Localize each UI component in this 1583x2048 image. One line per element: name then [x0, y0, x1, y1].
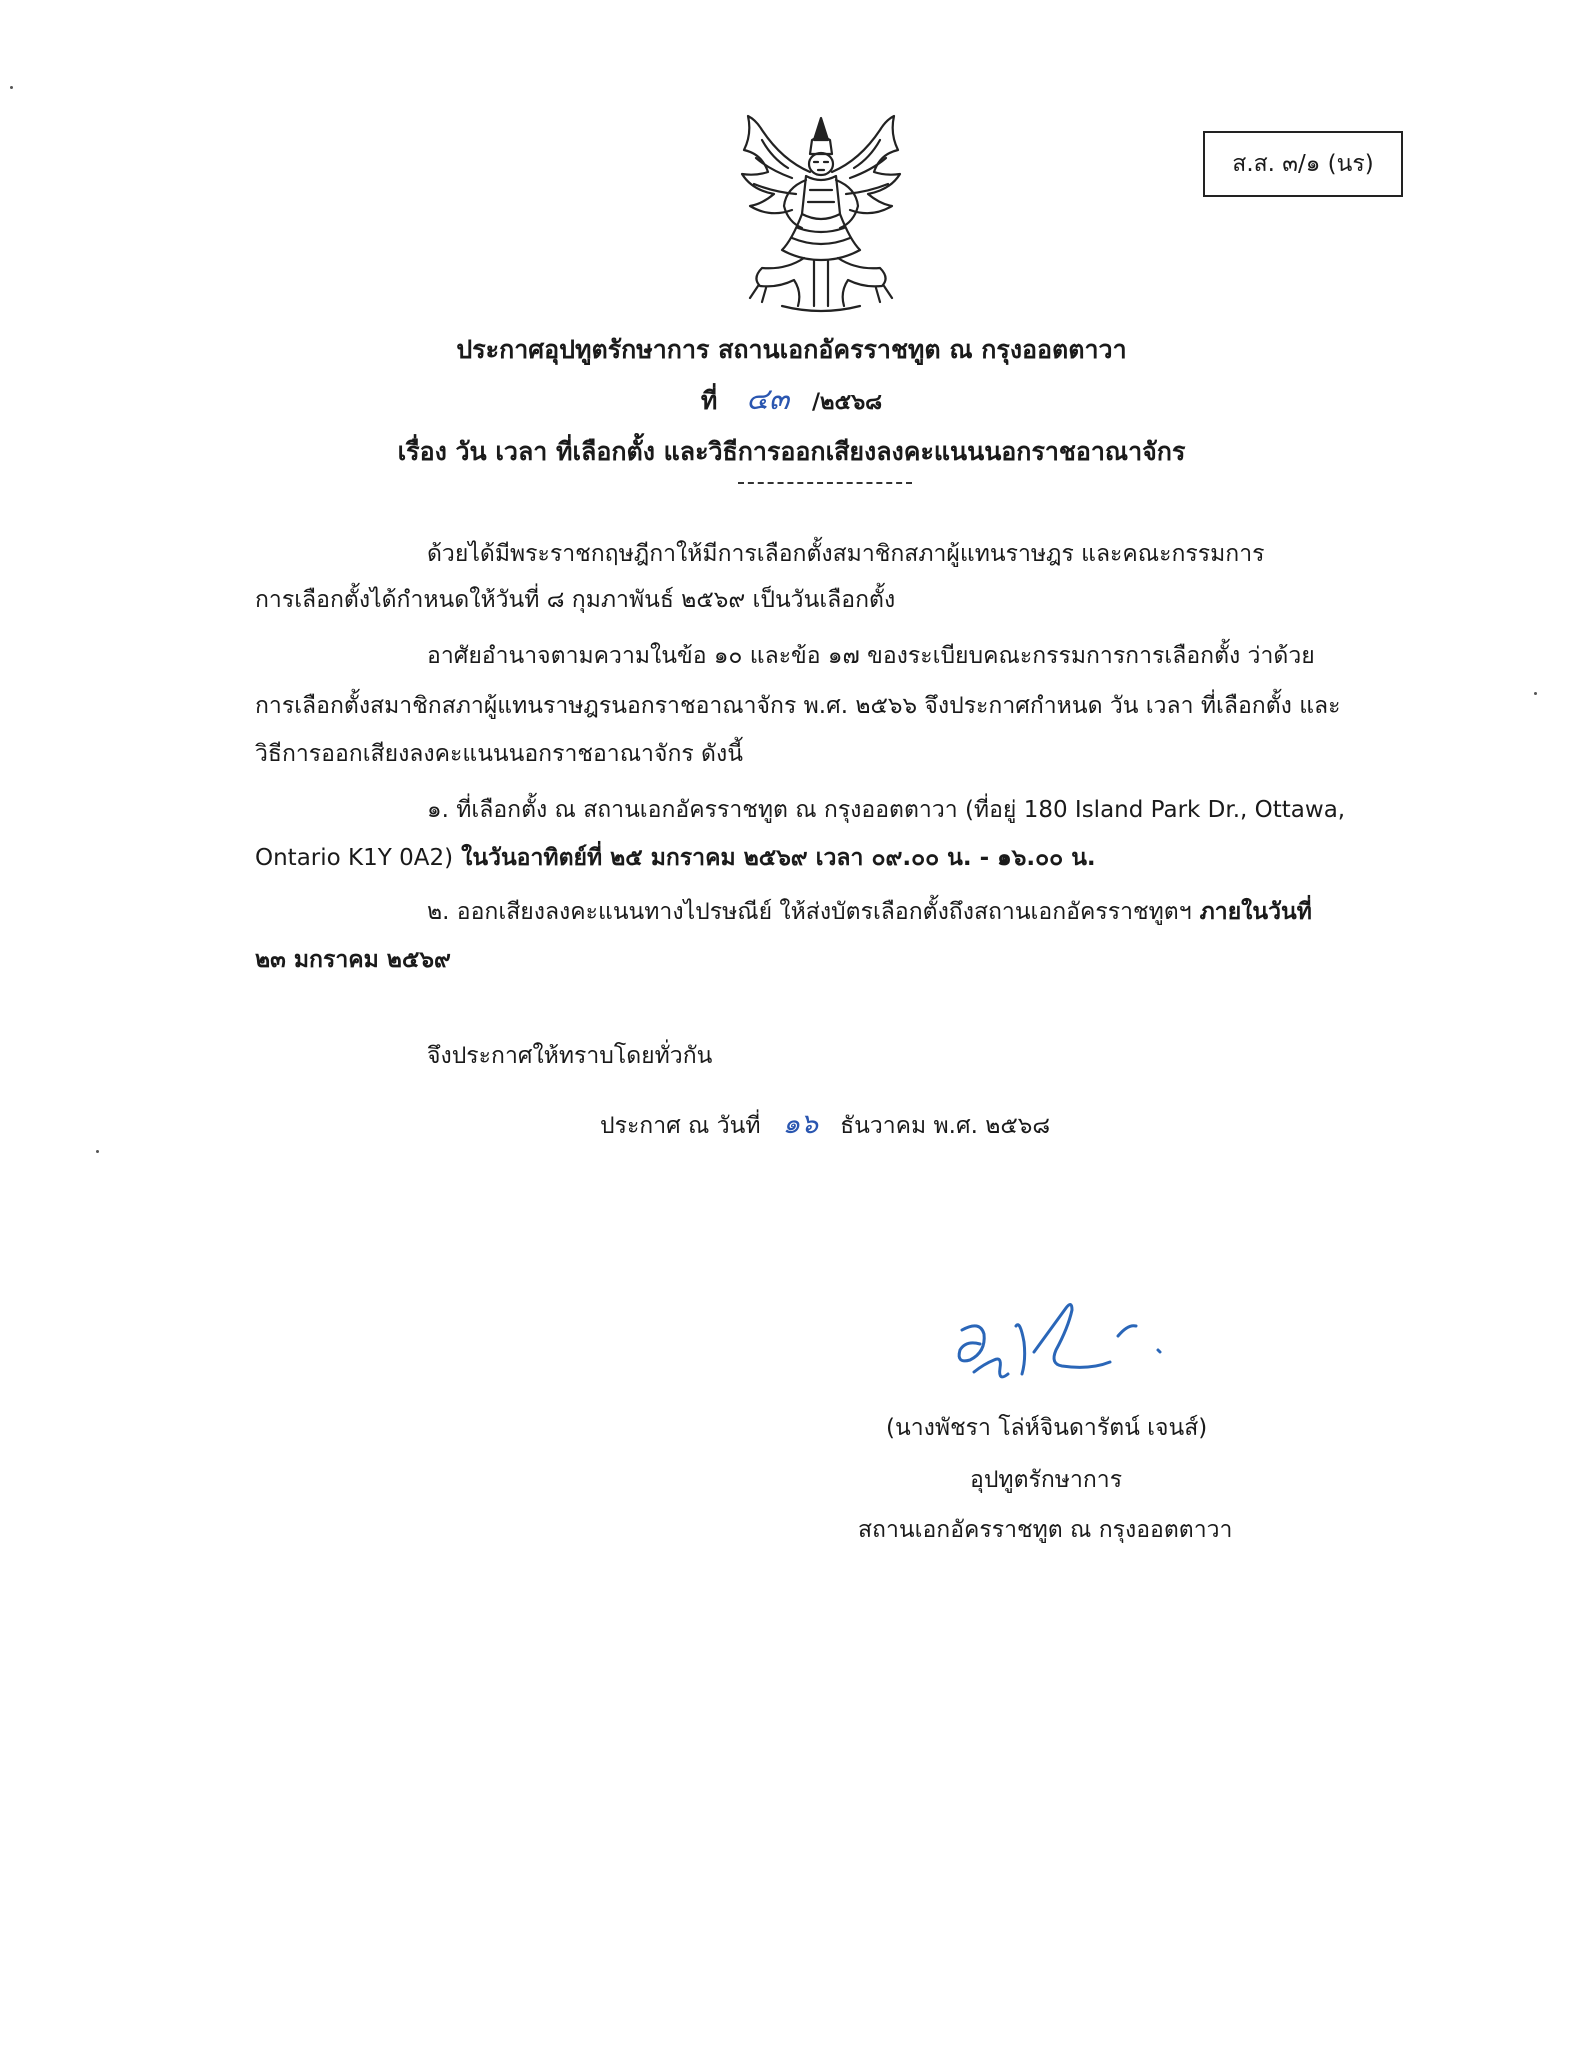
handwritten-day: ๑๖	[782, 1107, 819, 1140]
date-prefix: ประกาศ ณ วันที่	[600, 1113, 761, 1139]
paragraph-1-line-1: ด้วยได้มีพระราชกฤษฎีกาให้มีการเลือกตั้งสมาชิกสภาผู้แทนราษฎร และคณะกรรมการ	[427, 541, 1265, 567]
form-code-box	[1203, 131, 1403, 197]
item-2-deadline-date: ๒๓ มกราคม ๒๕๖๙	[255, 947, 451, 973]
announcement-title: ประกาศอุปทูตรักษาการ สถานเอกอัครราชทูต ณ กรุงออตตาวา	[456, 335, 1127, 364]
announcement-subject: เรื่อง วัน เวลา ที่เลือกตั้ง และวิธีการออกเสียงลงคะแนนนอกราชอาณาจักร	[397, 437, 1186, 466]
garuda-emblem	[722, 110, 920, 318]
item-1-date-time: ในวันอาทิตย์ที่ ๒๕ มกราคม ๒๕๖๙ เวลา ๐๙.๐๐ น. - ๑๖.๐๐ น.	[453, 845, 1096, 871]
closing-line: จึงประกาศให้ทราบโดยทั่วกัน	[427, 1043, 713, 1069]
separator-line	[738, 482, 912, 484]
signatory-office: สถานเอกอัครราชทูต ณ กรุงออตตาวา	[858, 1517, 1233, 1543]
scan-speck	[10, 86, 13, 89]
scan-speck	[96, 1150, 99, 1153]
number-suffix: /๒๕๖๘	[812, 390, 883, 415]
form-code-label: ส.ส. ๓/๑ (นร)	[1232, 151, 1374, 177]
item-1-line-2	[255, 844, 1096, 872]
date-line	[600, 1107, 1051, 1140]
item-2-deadline-label: ภายในวันที่	[1191, 899, 1312, 925]
signatory-name: (นางพัชรา โล่ห์จินดารัตน์ เจนส์)	[886, 1415, 1208, 1441]
signatory-position: อุปทูตรักษาการ	[970, 1467, 1123, 1493]
paragraph-2-line-1: อาศัยอำนาจตามความในข้อ ๑๐ และข้อ ๑๗ ของระเบียบคณะกรรมการการเลือกตั้ง ว่าด้วย	[427, 643, 1315, 669]
item-1-address: Ontario K1Y 0A2)	[255, 845, 454, 871]
number-prefix: ที่	[700, 386, 718, 415]
announcement-number	[0, 376, 1583, 423]
paragraph-2-line-2: การเลือกตั้งสมาชิกสภาผู้แทนราษฎรนอกราชอาณาจักร พ.ศ. ๒๕๖๖ จึงประกาศกำหนด วัน เวลา ที่เลือกตั้ง และ	[255, 693, 1341, 719]
handwritten-number: ๔๓	[746, 382, 790, 417]
item-1-line-1: ๑. ที่เลือกตั้ง ณ สถานเอกอัครราชทูต ณ กรุงออตตาวา (ที่อยู่ 180 Island Park Dr., Ottawa,	[427, 797, 1346, 823]
scan-speck	[1534, 692, 1537, 695]
paragraph-2-line-3: วิธีการออกเสียงลงคะแนนนอกราชอาณาจักร ดังนี้	[255, 741, 743, 767]
handwritten-signature	[950, 1290, 1180, 1400]
item-2-text: ๒. ออกเสียงลงคะแนนทางไปรษณีย์ ให้ส่งบัตรเลือกตั้งถึงสถานเอกอัครราชทูตฯ	[427, 899, 1192, 925]
item-2-line-1	[427, 898, 1312, 926]
paragraph-1-line-2: การเลือกตั้งได้กำหนดให้วันที่ ๘ กุมภาพันธ์ ๒๕๖๙ เป็นวันเลือกตั้ง	[255, 587, 896, 613]
date-suffix: ธันวาคม พ.ศ. ๒๕๖๘	[840, 1113, 1051, 1139]
